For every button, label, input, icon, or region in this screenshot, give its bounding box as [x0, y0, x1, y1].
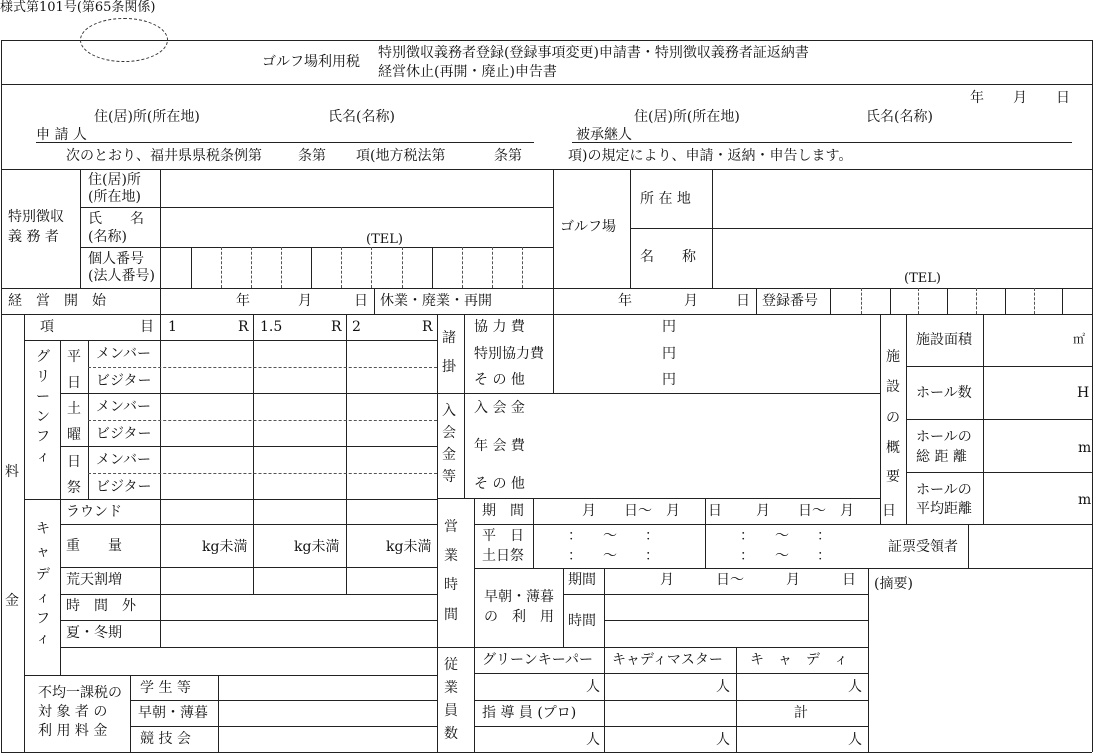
status-label: 休業・廃業・再開: [380, 293, 492, 309]
status-month: 月: [684, 293, 698, 309]
receipt-label: 証票受領者: [888, 539, 958, 555]
total-unit-2: 人: [848, 732, 862, 748]
saturday-member: メンバー: [96, 399, 152, 415]
business-start-label: 経 営 開 始: [8, 293, 106, 309]
start-month: 月: [298, 293, 312, 309]
area-unit: ㎡: [1073, 332, 1086, 346]
early-use-label-a: 早朝・薄暮: [484, 589, 554, 605]
caddy-master-unit: 人: [716, 679, 730, 695]
status-year: 年: [618, 293, 632, 309]
successor-address-label: 住(居)所(所在地): [634, 109, 740, 125]
unequal-label-c: 利 用 料 金: [38, 723, 108, 739]
holiday-visitor: ビジター: [96, 479, 152, 495]
weekday-time-2: ： ～ ：: [740, 528, 831, 544]
early-period-label: 期間: [568, 572, 596, 588]
weather-surcharge-label: 荒天割増: [66, 572, 122, 588]
stamp-oval: [80, 18, 168, 62]
period-range-2: 月 日～ 月 日: [756, 503, 896, 519]
area-label: 施設面積: [916, 332, 972, 348]
kyoryoku-yen: 円: [662, 319, 676, 335]
rate-col-2-unit: R: [331, 319, 342, 335]
caddy-master-label: キャディマスター: [612, 652, 723, 668]
nenkai-label: 年 会 費: [474, 438, 525, 454]
round-label: ラウンド: [66, 504, 122, 520]
rate-col-3: 2: [352, 319, 361, 335]
rate-col-1-unit: R: [238, 319, 249, 335]
collector-name-label-b: (名称): [88, 229, 127, 245]
applicant-name-label: 氏名(名称): [328, 109, 395, 125]
applicant-label: 申 請 人: [36, 127, 87, 143]
start-day: 日: [354, 293, 368, 309]
unequal-label-b: 対 象 者 の: [38, 704, 108, 720]
statement-b: 条第: [298, 148, 326, 164]
kyoryoku-label: 協 力 費: [474, 319, 525, 335]
form-title-line1: 特別徴収義務者登録(登録事項変更)申請書・特別徴収義務者証返納書: [378, 45, 809, 61]
rate-col-2: 1.5: [260, 319, 283, 335]
holes-label: ホール数: [916, 385, 972, 401]
holiday-member: メンバー: [96, 452, 152, 468]
golf-name-label: 名 称: [640, 249, 696, 265]
item-label-b: 目: [140, 319, 154, 335]
item-label-a: 項: [40, 319, 54, 335]
date-year: 年: [970, 90, 984, 106]
rate-col-3-unit: R: [422, 319, 433, 335]
form-code: 様式第101号(第65条関係): [0, 0, 156, 15]
weight-unit-1: kg未満: [202, 539, 248, 555]
weekday-visitor: ビジター: [96, 373, 152, 389]
nyukai-label: 入 会 金: [474, 400, 525, 416]
statement-e: 項)の規定により、申請・返納・申告します。: [568, 148, 853, 164]
instructor-unit: 人: [586, 732, 600, 748]
competition-label: 競 技 会: [140, 731, 191, 747]
golf-location-input[interactable]: [716, 172, 1088, 224]
registration-number-label: 登録番号: [762, 293, 818, 309]
avg-distance-unit: m: [1078, 492, 1092, 508]
collector-address-label-b: (所在地): [88, 189, 141, 205]
statement-c: 項(地方税法第: [356, 148, 446, 164]
collector-label-a: 特別徴収: [8, 209, 64, 225]
date-month: 月: [1013, 90, 1027, 106]
saturday-visitor: ビジター: [96, 426, 152, 442]
total-unit-1: 人: [716, 732, 730, 748]
collector-label-b: 義 務 者: [8, 229, 59, 245]
avg-distance-label-b: 平均距離: [916, 501, 972, 517]
collector-id-label-a: 個人番号: [88, 251, 144, 267]
total-distance-label-a: ホールの: [916, 429, 972, 445]
collector-name-input[interactable]: [165, 210, 549, 230]
weight-unit-3: kg未満: [386, 539, 432, 555]
season-label: 夏・冬期: [66, 625, 122, 641]
successor-name-label: 氏名(名称): [866, 109, 933, 125]
holes-unit: H: [1077, 385, 1090, 401]
collector-address-input[interactable]: [165, 172, 549, 204]
students-label: 学 生 等: [140, 680, 191, 696]
rate-col-1: 1: [168, 319, 177, 335]
weekend-time-1: ： ～ ：: [568, 548, 659, 564]
total-label: 計: [794, 705, 808, 721]
early-time-label: 時間: [568, 613, 596, 629]
weekday-time-1: ： ～ ：: [568, 528, 659, 544]
weekday-member: メンバー: [96, 346, 152, 362]
total-distance-unit: m: [1078, 440, 1092, 456]
statement-a: 次のとおり、福井県県税条例第: [66, 148, 262, 164]
unequal-label-a: 不均一課税の: [38, 685, 122, 701]
weekend-hours-label: 土日祭: [482, 548, 524, 564]
overtime-label: 時 間 外: [66, 598, 136, 614]
avg-distance-label-a: ホールの: [916, 482, 972, 498]
collector-tel-label: (TEL): [366, 232, 403, 247]
early-period-range: 月 日～ 月 日: [660, 572, 856, 588]
tokubetsu-yen: 円: [662, 346, 676, 362]
form-title-line2: 経営休止(再開・廃止)申告書: [378, 64, 557, 80]
start-year: 年: [236, 293, 250, 309]
total-distance-label-b: 総 距 離: [916, 449, 967, 465]
statement-d: 条第: [494, 148, 522, 164]
green-keeper-label: グリーンキーパー: [482, 652, 594, 668]
collector-name-label-a: 氏 名: [88, 211, 144, 227]
sonota-label: そ の 他: [474, 372, 525, 388]
early-use-label-b: の 利 用: [484, 609, 554, 625]
golf-name-input[interactable]: [716, 232, 1088, 268]
charges-input[interactable]: [556, 344, 876, 390]
status-day: 日: [736, 293, 750, 309]
tokubetsu-label: 特別協力費: [474, 346, 544, 362]
sonota-yen: 円: [662, 372, 676, 388]
period-range-1: 月 日～ 月 日: [582, 503, 722, 519]
weight-label: 重 量: [66, 538, 122, 554]
summary-label: (摘要): [874, 576, 913, 592]
instructor-label: 指 導 員 (プロ): [482, 705, 577, 721]
caddy-label: キ ャ デ ィ: [750, 652, 848, 668]
collector-address-label-a: 住(居)所: [88, 172, 141, 188]
collector-id-label-b: (法人番号): [88, 268, 155, 284]
tax-name: ゴルフ場利用税: [262, 54, 360, 70]
applicant-address-label: 住(居)所(所在地): [94, 109, 200, 125]
weekend-time-2: ： ～ ：: [740, 548, 831, 564]
early-late-label: 早朝・薄暮: [138, 705, 208, 721]
entry-fees-input[interactable]: [557, 396, 877, 494]
fees-side-label-a: 料: [5, 464, 19, 480]
golf-course-label: ゴルフ場: [560, 219, 616, 235]
receipt-input[interactable]: [972, 527, 1088, 565]
sonota2-label: そ の 他: [474, 476, 525, 492]
successor-label: 被承継人: [576, 127, 632, 143]
weekday-hours-label: 平 日: [482, 528, 524, 544]
period-label: 期 間: [482, 503, 524, 519]
green-keeper-unit: 人: [586, 679, 600, 695]
golf-tel-label: (TEL): [904, 271, 941, 286]
weight-unit-2: kg未満: [294, 539, 340, 555]
golf-location-label: 所 在 地: [640, 191, 691, 207]
summary-input[interactable]: [874, 596, 1088, 746]
fees-side-label-b: 金: [5, 593, 19, 609]
date-day: 日: [1056, 90, 1070, 106]
caddy-unit: 人: [848, 679, 862, 695]
